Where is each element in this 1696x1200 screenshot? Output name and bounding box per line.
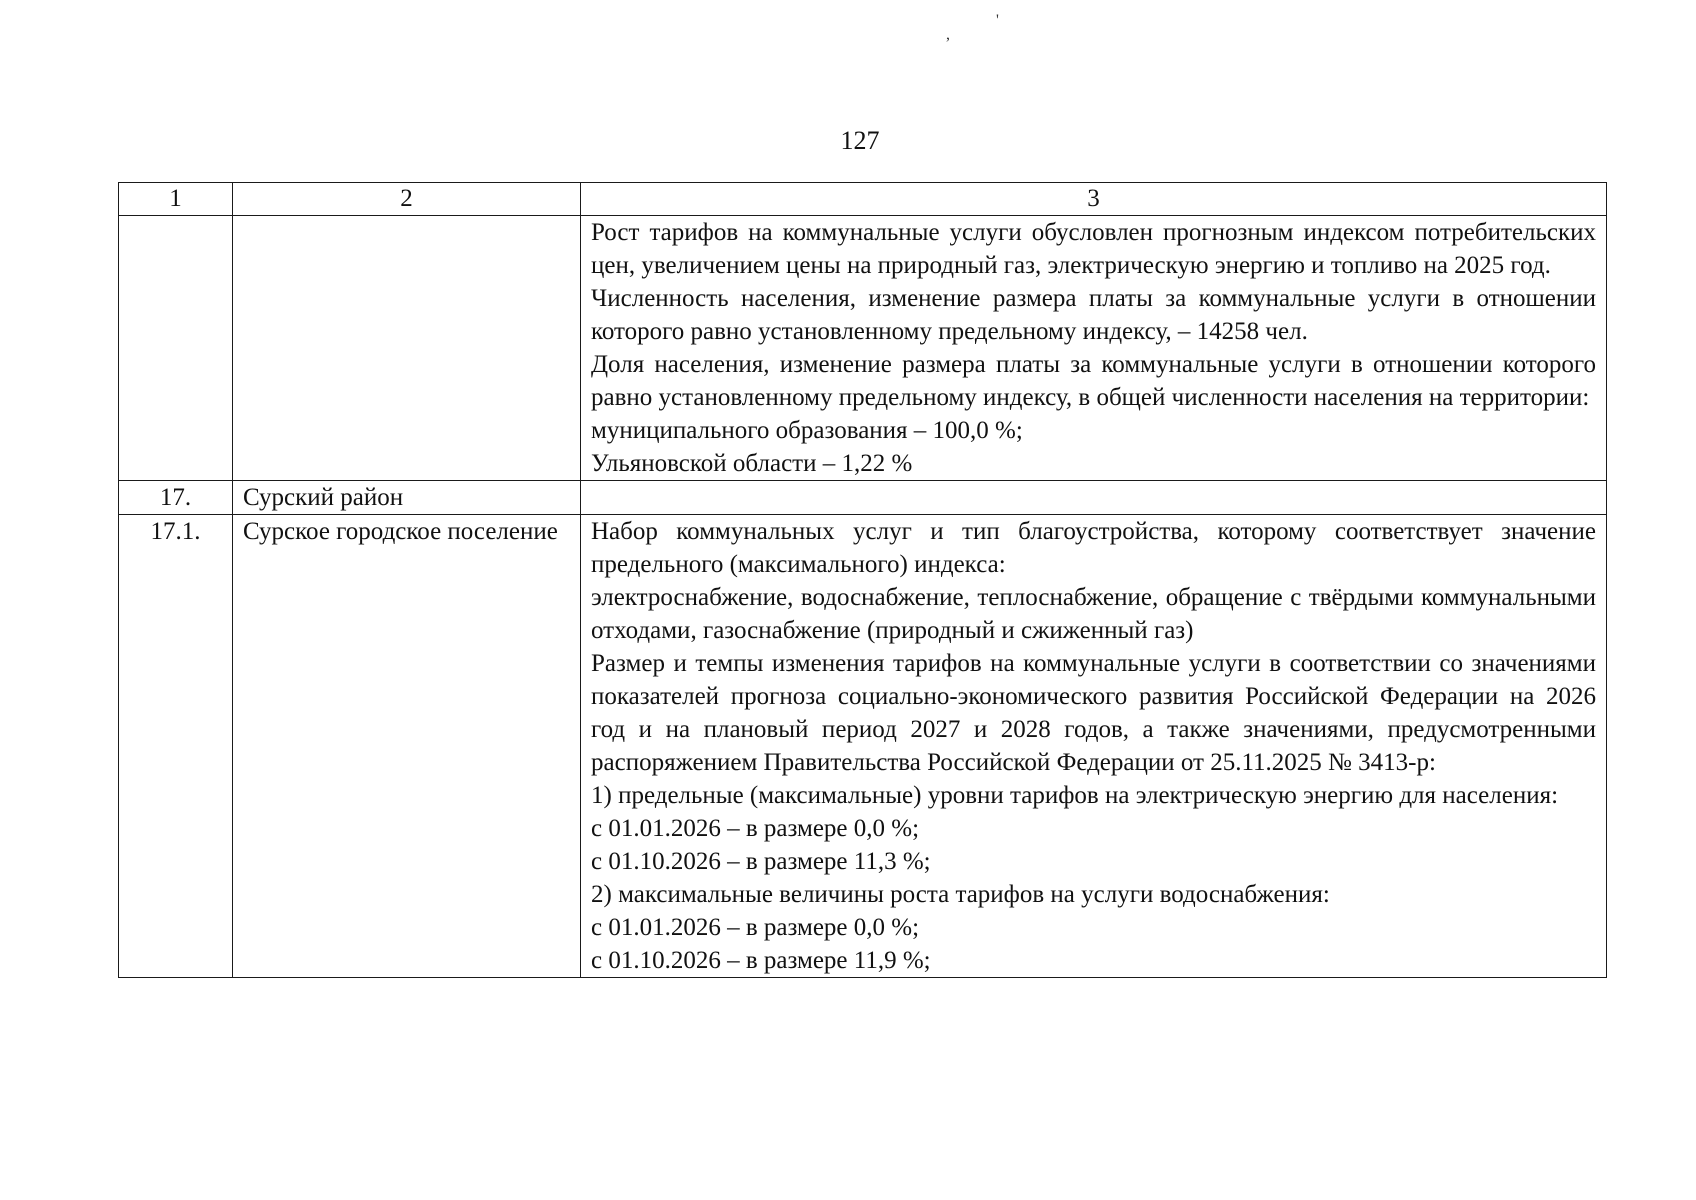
description-paragraph: Размер и темпы изменения тарифов на коммунальные услуги в соответствии со значениями показателей прогноза социально-экономического развития Российской Федерации на 2026 год и на плановый период 2027 и 2028 годов, а также значениями, предусмотренными распоряжением Правительства Российской Федерации от 25.11.2025 № 3413-р: [591,650,1596,776]
row-number [119,216,233,481]
header-cell-3: 3 [581,183,1607,216]
page-number: 127 [840,126,880,155]
description-paragraph: Рост тарифов на коммунальные услуги обусловлен прогнозным индексом потребительских цен, увеличением цены на природный газ, электрическую энергию и топливо на 2025 год. [591,219,1596,279]
description-paragraph: электроснабжение, водоснабжение, теплоснабжение, обращение с твёрдыми коммунальными отходами, газоснабжение (природный и сжиженный газ) [591,584,1596,644]
scan-mark: , [946,26,950,43]
table-row [119,515,1607,978]
document-table [118,182,1607,978]
row-name: Сурский район [233,481,581,515]
row-number: 17.1. [119,515,233,978]
row-description [581,515,1607,978]
description-paragraph: Доля населения, изменение размера платы за коммунальные услуги в отношении которого равно установленному предельному индексу, в общей численности населения на территории: [591,351,1596,411]
row-description [581,481,1607,515]
row-name [233,216,581,481]
description-paragraph: 2) максимальные величины роста тарифов на услуги водоснабжения: [591,881,1330,908]
scan-mark: ' [996,12,999,29]
description-paragraph: Ульяновской области – 1,22 % [591,450,913,477]
table-header-row [119,183,1607,216]
description-paragraph: Численность населения, изменение размера платы за коммунальные услуги в отношении которого равно установленному предельному индексу, – 14258 чел. [591,285,1596,345]
row-description [581,216,1607,481]
description-paragraph: с 01.01.2026 – в размере 0,0 %; [591,815,920,842]
description-paragraph: с 01.10.2026 – в размере 11,3 %; [591,848,931,875]
description-paragraph: с 01.10.2026 – в размере 11,9 %; [591,947,931,974]
table-row [119,216,1607,481]
row-number: 17. [119,481,233,515]
header-cell-1: 1 [119,183,233,216]
description-paragraph: Набор коммунальных услуг и тип благоустройства, которому соответствует значение предельного (максимального) индекса: [591,518,1596,578]
row-name: Сурское городское поселение [233,515,581,978]
description-paragraph: муниципального образования – 100,0 %; [591,417,1023,444]
description-paragraph: 1) предельные (максимальные) уровни тарифов на электрическую энергию для населения: [591,782,1559,809]
description-paragraph: с 01.01.2026 – в размере 0,0 %; [591,914,920,941]
table-row [119,481,1607,515]
header-cell-2: 2 [233,183,581,216]
